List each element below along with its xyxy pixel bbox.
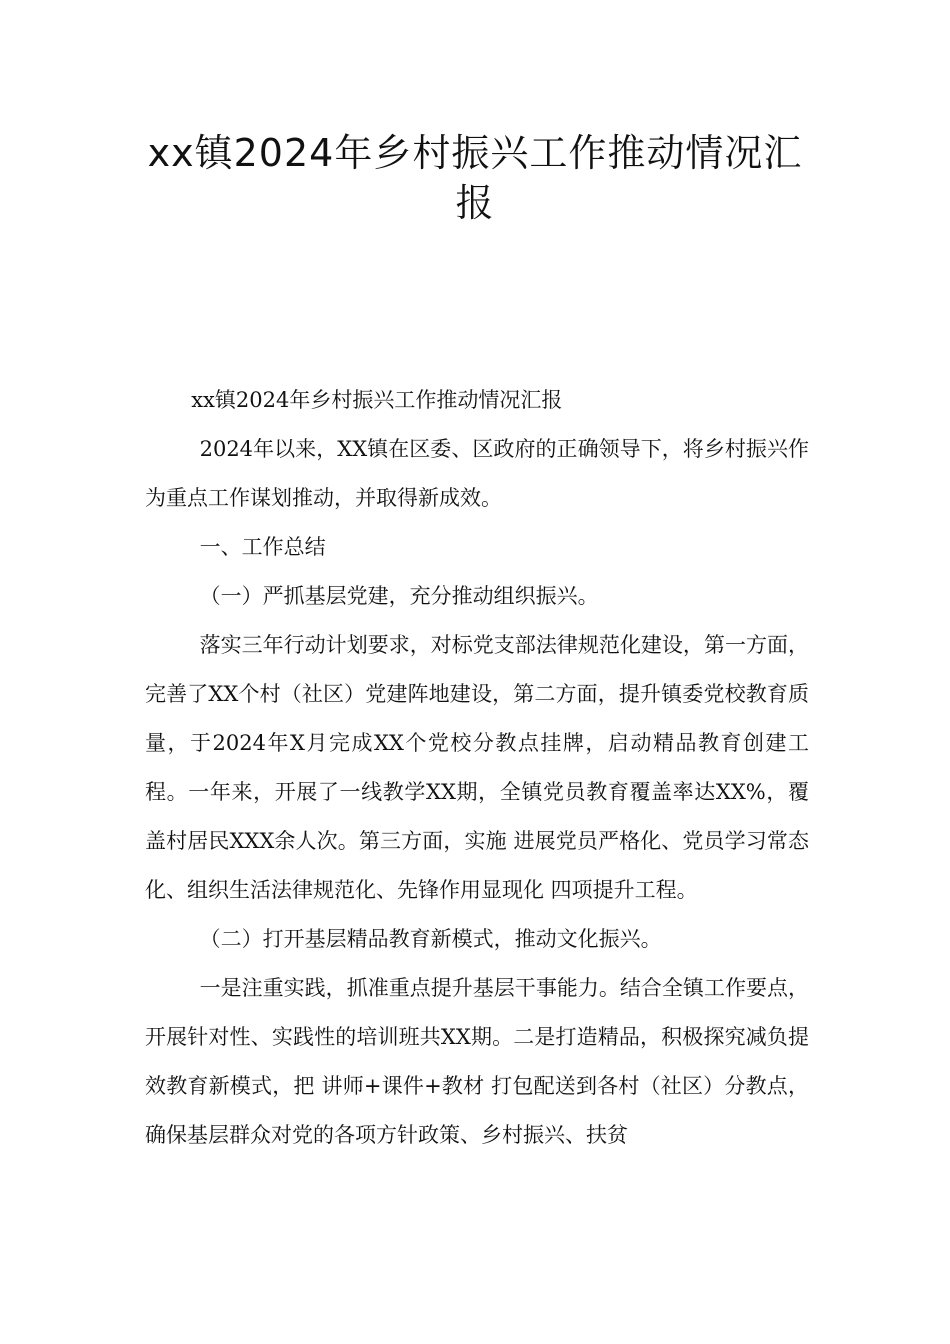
paragraph-education-model: 一是注重实践，抓准重点提升基层干事能力。结合全镇工作要点，开展针对性、实践性的培训班共XX期。二是打造精品，积极探究减负提效教育新模式，把 讲师+课件+教材 打包配送到各村（社区）分教点，确保基层群众对党的各项方针政策、乡村振兴、扶贫 <box>145 976 809 1147</box>
document-body <box>145 376 809 1160</box>
paragraph-party-building: 落实三年行动计划要求，对标党支部法律规范化建设，第一方面，完善了XX个村（社区）党建阵地建设，第二方面，提升镇委党校教育质量，于2024年X月完成XX个党校分教点挂牌，启动精品教育创建工程。一年来，开展了一线教学XX期，全镇党员教育覆盖率达XX%，覆盖村居民XXX余人次。第三方面，实施 进展党员严格化、党员学习常态化、组织生活法律规范化、先锋作用显现化 四项提升工程。 <box>145 633 809 902</box>
document-title: xx镇2024年乡村振兴工作推动情况汇报 <box>147 131 803 225</box>
subsection-heading-2: （二）打开基层精品教育新模式，推动文化振兴。 <box>199 927 662 951</box>
intro-paragraph: 2024年以来，XX镇在区委、区政府的正确领导下，将乡村振兴作为重点工作谋划推动，并取得新成效。 <box>145 437 809 510</box>
subsection-heading-1: （一）严抓基层党建，充分推动组织振兴。 <box>199 584 599 608</box>
section-heading-work-summary: 一、工作总结 <box>199 535 326 559</box>
body-subtitle: xx镇2024年乡村振兴工作推动情况汇报 <box>191 388 563 412</box>
